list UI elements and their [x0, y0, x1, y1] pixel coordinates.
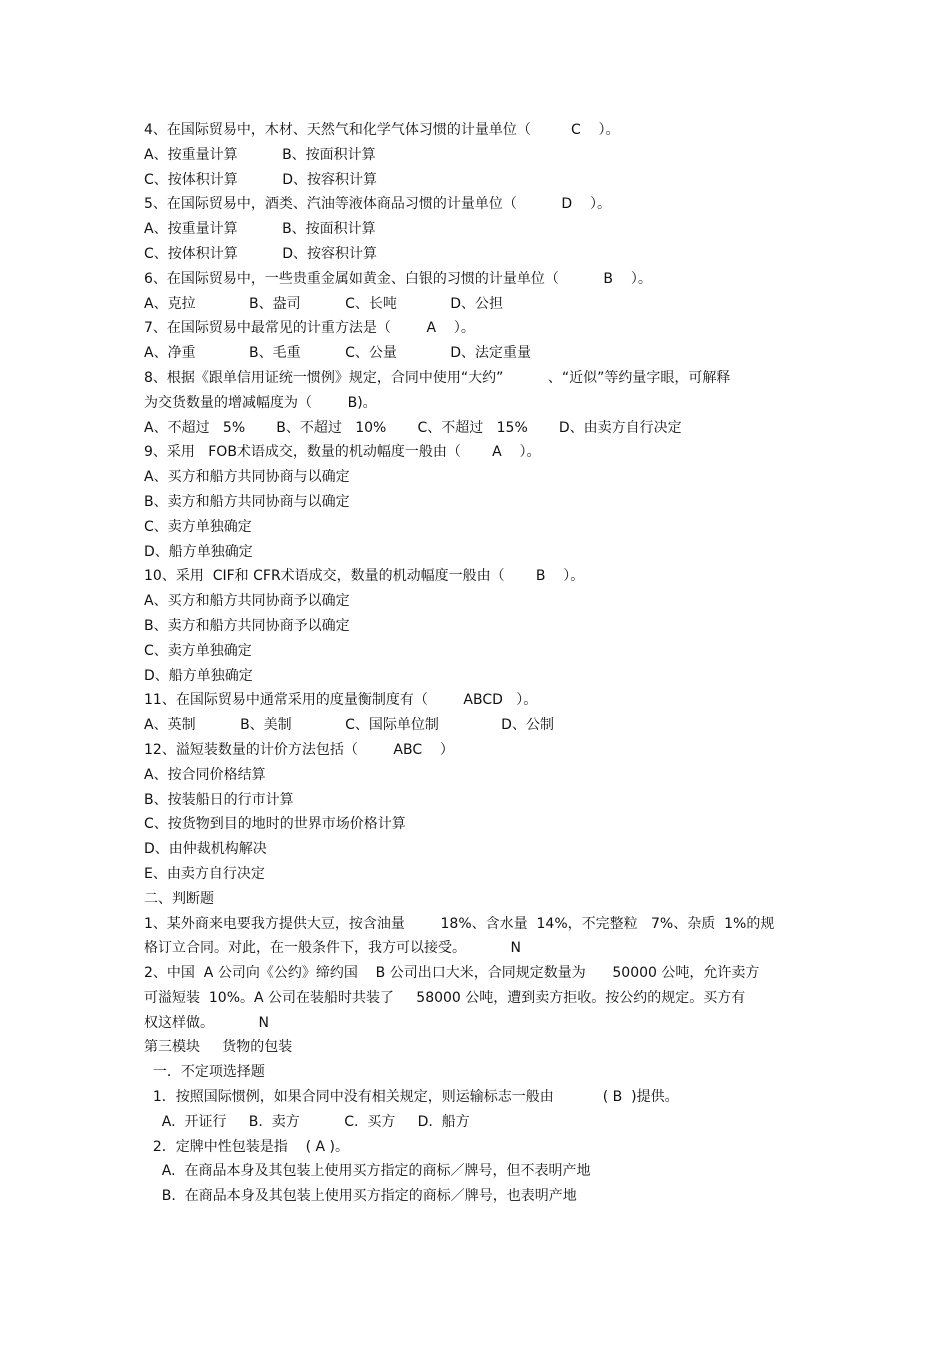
question-9: 9、采用 FOB术语成交，数量的机动幅度一般由（ A ）。: [144, 444, 541, 461]
question-12: 12、溢短装数量的计价方法包括（ ABC ）: [144, 741, 454, 758]
option-line: A、按合同价格结算: [144, 766, 266, 783]
judgment-1: 1、某外商来电要我方提供大豆，按含油量 18%、含水量 14%，不完整粒 7%、杂质 1%的规: [144, 915, 775, 932]
option-line: B、按装船日的行市计算: [144, 791, 294, 808]
subsection-heading: 一．不定项选择题: [144, 1064, 265, 1081]
option-line: A、买方和船方共同协商予以确定: [144, 593, 350, 610]
question-11: 11、在国际贸易中通常采用的度量衡制度有（ ABCD ）。: [144, 692, 538, 709]
packaging-question-2: 2．定牌中性包装是指 ( A )。: [144, 1138, 350, 1155]
option-line: B、卖方和船方共同协商予以确定: [144, 617, 350, 634]
option-line: A、买方和船方共同协商与以确定: [144, 469, 350, 486]
option-line: C、按体积计算 D、按容积计算: [144, 245, 378, 262]
question-8-continued: 为交货数量的增减幅度为（ B)。: [144, 394, 377, 411]
option-line: A、克拉 B、盎司 C、长吨 D、公担: [144, 295, 504, 312]
option-line: C、卖方单独确定: [144, 518, 252, 535]
question-10: 10、采用 CIF和 CFR术语成交，数量的机动幅度一般由（ B ）。: [144, 568, 585, 585]
option-line: A、按重量计算 B、按面积计算: [144, 221, 376, 238]
module-heading: 第三模块 货物的包装: [144, 1039, 293, 1056]
option-line: C、卖方单独确定: [144, 642, 252, 659]
judgment-2-continued: 可溢短装 10%。A 公司在装船时共装了 58000 公吨，遭到卖方拒收。按公约的规定。买方有: [144, 989, 746, 1006]
option-line: E、由卖方自行决定: [144, 865, 265, 882]
judgment-1-continued: 格订立合同。对此，在一般条件下，我方可以接受。 N: [144, 940, 521, 957]
question-5: 5、在国际贸易中，酒类、汽油等液体商品习惯的计量单位（ D ）。: [144, 196, 611, 213]
option-line: A、净重 B、毛重 C、公量 D、法定重量: [144, 345, 532, 362]
option-line: A、英制 B、美制 C、国际单位制 D、公制: [144, 717, 554, 734]
option-line: B、卖方和船方共同协商与以确定: [144, 493, 350, 510]
option-line: A. 在商品本身及其包装上使用买方指定的商标／牌号，但不表明产地: [144, 1163, 591, 1180]
option-line: D、船方单独确定: [144, 543, 253, 560]
option-line: B. 在商品本身及其包装上使用买方指定的商标／牌号，也表明产地: [144, 1188, 577, 1205]
judgment-2-continued: 权这样做。 N: [144, 1014, 269, 1031]
option-line: A、不超过 5% B、不超过 10% C、不超过 15% D、由卖方自行决定: [144, 419, 682, 436]
option-line: D、船方单独确定: [144, 667, 253, 684]
option-line: A、按重量计算 B、按面积计算: [144, 146, 376, 163]
option-line: A. 开证行 B. 卖方 C. 买方 D. 船方: [144, 1113, 470, 1130]
question-6: 6、在国际贸易中，一些贵重金属如黄金、白银的习惯的计量单位（ B ）。: [144, 270, 652, 287]
judgment-2: 2、中国 A 公司向《公约》缔约国 B 公司出口大米，合同规定数量为 50000 公吨，允许卖方: [144, 965, 760, 982]
question-4: 4、在国际贸易中，木材、天然气和化学气体习惯的计量单位（ C ）。: [144, 122, 620, 138]
option-line: D、由仲裁机构解决: [144, 841, 267, 858]
question-7: 7、在国际贸易中最常见的计重方法是（ A ）。: [144, 320, 475, 337]
packaging-question-1: 1．按照国际惯例，如果合同中没有相关规定，则运输标志一般由 ( B )提供。: [144, 1089, 679, 1106]
option-line: C、按货物到目的地时的世界市场价格计算: [144, 816, 406, 833]
section-heading: 二、判断题: [144, 890, 214, 907]
option-line: C、按体积计算 D、按容积计算: [144, 171, 378, 188]
document-body: [144, 118, 824, 1209]
question-8: 8、根据《跟单信用证统一惯例》规定，合同中使用“大约” 、“近似”等约量字眼，可解释: [144, 369, 731, 386]
